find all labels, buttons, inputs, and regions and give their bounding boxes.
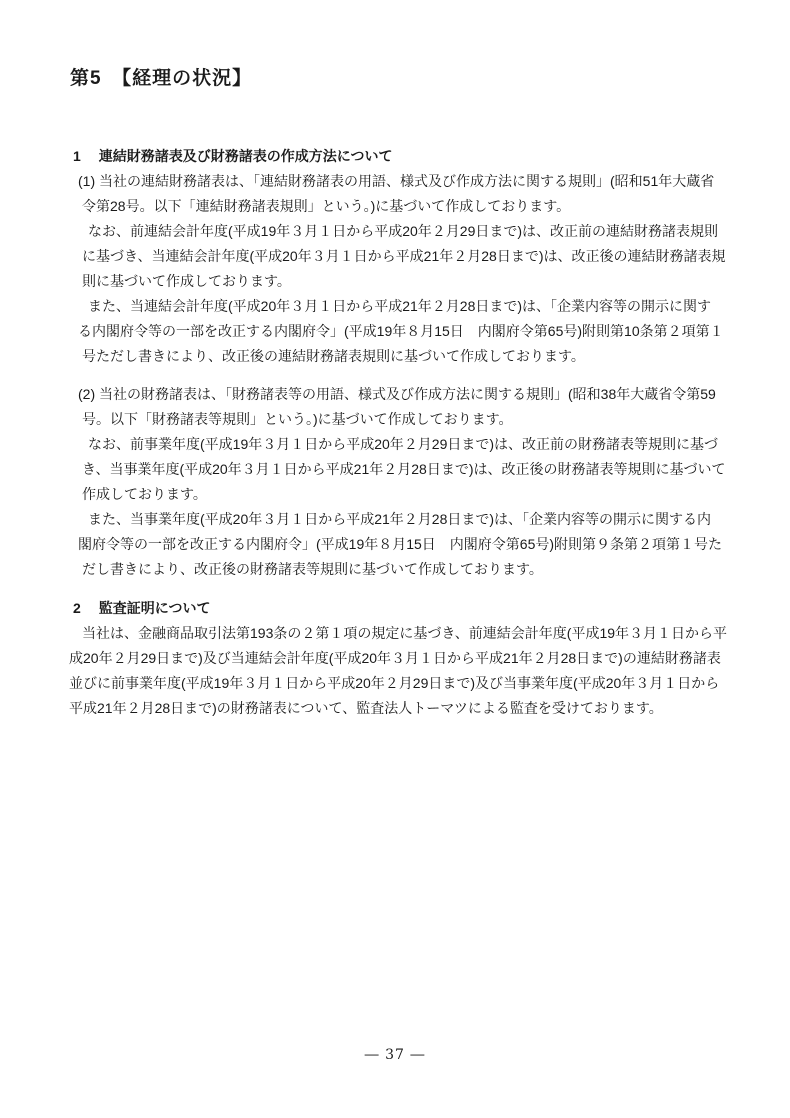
paragraph-financial-statements — [68, 382, 744, 582]
page-number: ― 37 ― — [364, 1047, 426, 1063]
text-line: 平成21年２月28日まで)の財務諸表について、監査法人トーマツによる監査を受けております。 — [69, 700, 663, 716]
text-line: 号ただし書きにより、改正後の連結財務諸表規則に基づいて作成しております。 — [82, 348, 585, 364]
text-line: 並びに前事業年度(平成19年３月１日から平成20年２月29日まで)及び当事業年度(平成20年３月１日から — [69, 675, 720, 691]
text-line: 則に基づいて作成しております。 — [82, 273, 291, 289]
text-line: また、当事業年度(平成20年３月１日から平成21年２月28日まで)は、「企業内容等の開示に関する内 — [88, 511, 712, 527]
text-line: 閣府令等の一部を改正する内閣府令」(平成19年８月15日 内閣府令第65号)附則第９条第２項第１号た — [78, 536, 723, 552]
paragraph-consolidated-statements — [68, 169, 744, 369]
text-line: 号。以下「財務諸表等規則」という。)に基づいて作成しております。 — [82, 411, 513, 427]
text-line: に基づき、当連結会計年度(平成20年３月１日から平成21年２月28日まで)は、改正後の連結財務諸表規 — [82, 248, 726, 264]
section-heading — [68, 144, 744, 169]
text-line: (1) 当社の連結財務諸表は、「連結財務諸表の用語、様式及び作成方法に関する規則」(昭和51年大蔵省 — [78, 173, 715, 189]
section-heading — [68, 596, 744, 621]
section-heading-text: 連結財務諸表及び財務諸表の作成方法について — [98, 148, 393, 164]
section-audit-certification — [68, 596, 744, 721]
text-line: 当社は、金融商品取引法第193条の２第１項の規定に基づき、前連結会計年度(平成19年３月１日から平 — [82, 625, 728, 641]
paragraph-audit — [68, 621, 744, 721]
section-number: 1 — [73, 148, 81, 164]
section-financial-statements-preparation — [68, 144, 744, 582]
text-line: る内閣府令等の一部を改正する内閣府令」(平成19年８月15日 内閣府令第65号)附則第10条第２項第１ — [78, 323, 724, 339]
text-line: 成20年２月29日まで)及び当連結会計年度(平成20年３月１日から平成21年２月28日まで)の連結財務諸表 — [69, 650, 721, 666]
section-number: 2 — [73, 600, 81, 616]
page-title: 第5 【経理の状況】 — [70, 68, 253, 89]
document-content — [68, 0, 744, 721]
text-line: なお、前連結会計年度(平成19年３月１日から平成20年２月29日まで)は、改正前の連結財務諸表規則 — [88, 223, 719, 239]
text-line: だし書きにより、改正後の財務諸表等規則に基づいて作成しております。 — [82, 561, 543, 577]
text-line: き、当事業年度(平成20年３月１日から平成21年２月28日まで)は、改正後の財務諸表等規則に基づいて — [82, 461, 726, 477]
section-heading-text: 監査証明について — [98, 600, 211, 616]
text-line: (2) 当社の財務諸表は、「財務諸表等の用語、様式及び作成方法に関する規則」(昭和38年大蔵省令第59 — [78, 386, 716, 402]
text-line: また、当連結会計年度(平成20年３月１日から平成21年２月28日まで)は、「企業内容等の開示に関す — [88, 298, 712, 314]
text-line: なお、前事業年度(平成19年３月１日から平成20年２月29日まで)は、改正前の財務諸表等規則に基づ — [88, 436, 719, 452]
text-line: 作成しております。 — [82, 486, 207, 502]
text-line: 令第28号。以下「連結財務諸表規則」という。)に基づいて作成しております。 — [82, 198, 571, 214]
